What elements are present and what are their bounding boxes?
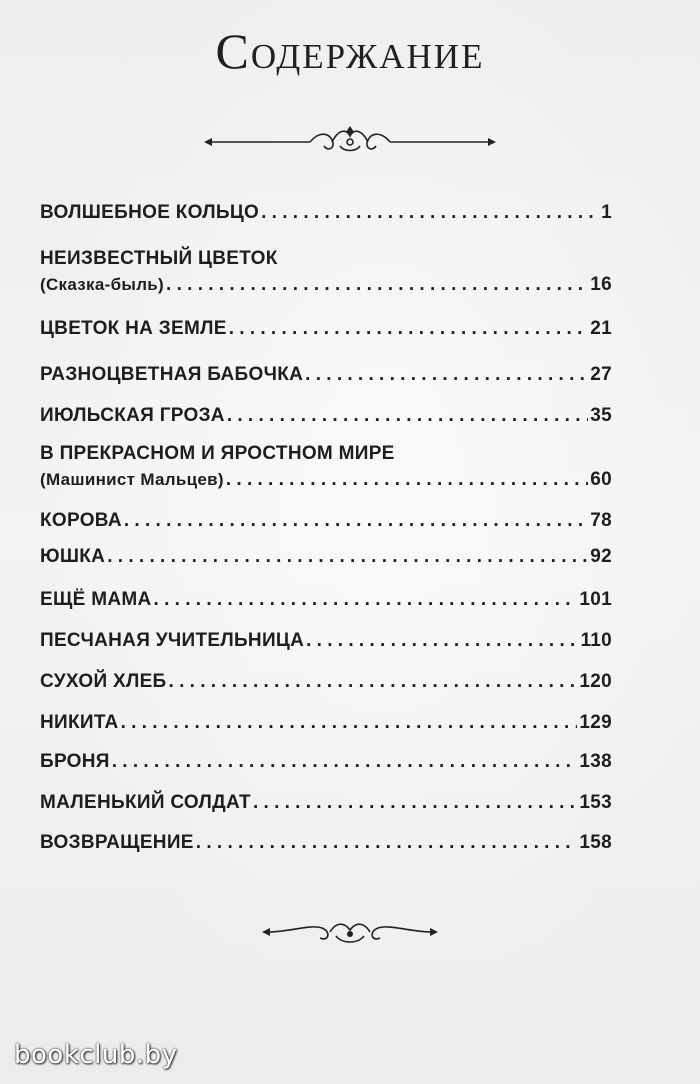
toc-entry-line [40, 316, 612, 342]
dot-leader [121, 710, 578, 736]
toc-entry [40, 587, 612, 613]
toc-entry [40, 749, 612, 775]
toc-entry-title: НИКИТА [40, 712, 119, 733]
toc-entry-page-number: 129 [579, 712, 612, 733]
toc-entry-title: ИЮЛЬСКАЯ ГРОЗА [40, 405, 225, 426]
toc-entry [40, 790, 612, 816]
toc-entry-title: ПЕСЧАНАЯ УЧИТЕЛЬНИЦА [40, 630, 305, 651]
dot-leader [226, 467, 588, 493]
toc-entry-title: ЮШКА [40, 546, 106, 567]
toc-entry-page-number: 138 [579, 751, 612, 772]
toc-entry-line [40, 200, 612, 226]
dot-leader [166, 272, 588, 298]
toc-entry-title: ВОЛШЕБНОЕ КОЛЬЦО [40, 202, 260, 223]
toc-entry-page-number: 158 [579, 832, 612, 853]
dot-leader [112, 749, 578, 775]
toc-entry-line [40, 587, 612, 613]
toc-entry [40, 200, 612, 226]
toc-entry-title: БРОНЯ [40, 751, 110, 772]
toc-entry-page-number: 153 [579, 792, 612, 813]
dot-leader [196, 830, 578, 856]
toc-entry-title: ВОЗВРАЩЕНИЕ [40, 832, 194, 853]
toc-entry-subtitle: (Машинист Мальцев) [40, 470, 224, 489]
dot-leader [107, 544, 588, 570]
toc-entry-title: КОРОВА [40, 510, 122, 531]
toc-entry-line [40, 403, 612, 429]
toc-entry [40, 316, 612, 342]
toc-entry-title: ЦВЕТОК НА ЗЕМЛЕ [40, 318, 227, 339]
toc-entry-line [40, 628, 612, 654]
dot-leader [261, 200, 599, 226]
toc-entry-line [40, 790, 612, 816]
toc-entry-line [40, 272, 612, 298]
toc-entry-page-number: 78 [590, 510, 612, 531]
toc-entry-page-number: 120 [579, 671, 612, 692]
toc-entry-line [40, 749, 612, 775]
toc-entry-page-number: 1 [601, 202, 612, 223]
toc-entry-title: НЕИЗВЕСТНЫЙ ЦВЕТОК [40, 248, 278, 269]
toc-entry-page-number: 21 [590, 318, 612, 339]
dot-leader [306, 628, 578, 654]
toc-entry-line [40, 467, 612, 493]
flourish-divider-icon [200, 122, 500, 162]
dot-leader [154, 587, 578, 613]
dot-leader [229, 316, 589, 342]
toc-entry-line [40, 544, 612, 570]
toc-entry-page-number: 92 [590, 546, 612, 567]
toc-entry-line [40, 830, 612, 856]
flourish-divider-icon [260, 912, 440, 952]
toc-entry-title: РАЗНОЦВЕТНАЯ БАБОЧКА [40, 364, 304, 385]
toc-entry-line [40, 710, 612, 736]
toc-entry [40, 441, 612, 493]
page-title: Содержание [215, 23, 485, 79]
toc-entry-title: В ПРЕКРАСНОМ И ЯРОСТНОМ МИРЕ [40, 443, 395, 464]
site-watermark: bookclub.by [14, 1040, 178, 1070]
toc-entry [40, 669, 612, 695]
dot-leader [124, 508, 588, 534]
toc-entry [40, 508, 612, 534]
toc-entry-page-number: 27 [590, 364, 612, 385]
toc-entry [40, 544, 612, 570]
toc-entry-line [40, 362, 612, 388]
toc-entry-page-number: 35 [590, 405, 612, 426]
toc-entry-line [40, 669, 612, 695]
dot-leader [227, 403, 588, 429]
toc-entry-title: СУХОЙ ХЛЕБ [40, 671, 167, 692]
toc-entry-title: ЕЩЁ МАМА [40, 589, 152, 610]
dot-leader [169, 669, 578, 695]
toc-entry-subtitle: (Сказка-быль) [40, 275, 165, 294]
toc-entry [40, 362, 612, 388]
toc-entry [40, 403, 612, 429]
dot-leader [253, 790, 577, 816]
toc-entry-page-number: 60 [590, 469, 612, 490]
toc-entry-page-number: 110 [580, 630, 612, 651]
dot-leader [305, 362, 588, 388]
toc-entry-page-number: 16 [590, 274, 612, 295]
toc-entry-title: МАЛЕНЬКИЙ СОЛДАТ [40, 792, 251, 813]
toc-entry [40, 628, 612, 654]
toc-entry [40, 710, 612, 736]
toc-entry [40, 830, 612, 856]
toc-entry-page-number: 101 [579, 589, 612, 610]
toc-entry [40, 246, 612, 298]
toc-entry-line [40, 508, 612, 534]
